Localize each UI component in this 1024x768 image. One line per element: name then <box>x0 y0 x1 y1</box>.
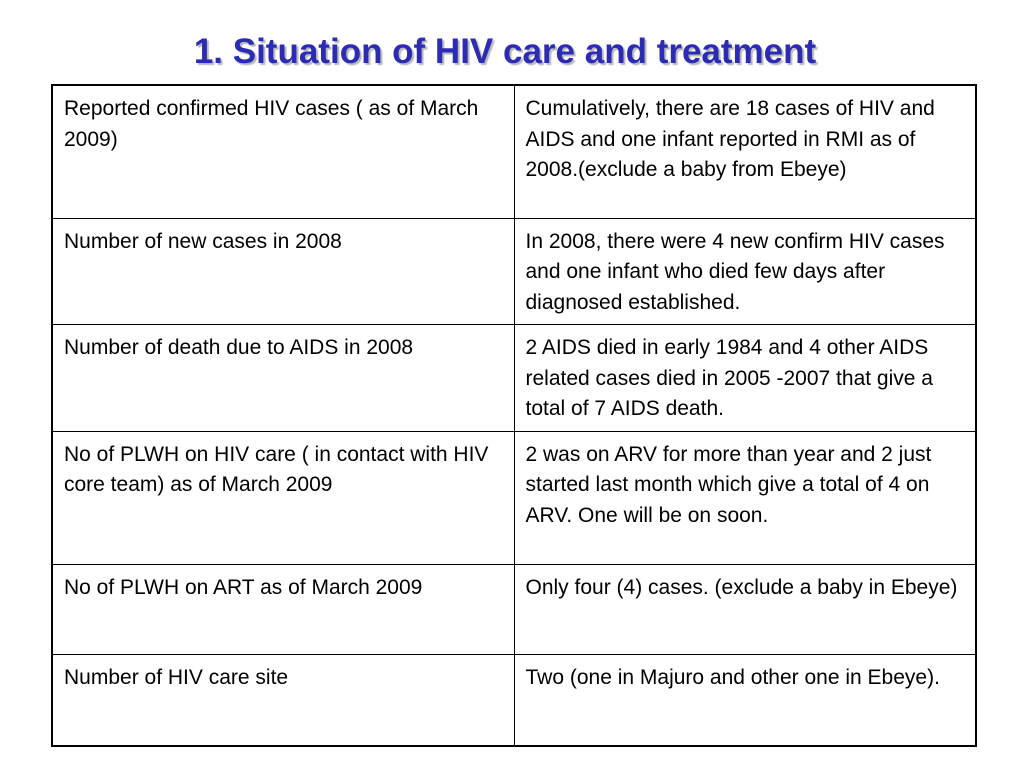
table-row <box>52 654 976 746</box>
row-value-cell: Cumulatively, there are 18 cases of HIV and AIDS and one infant reported in RMI as of 2008.(exclude a baby from Ebeye) <box>514 85 976 218</box>
row-label-cell: Number of death due to AIDS in 2008 <box>52 325 514 432</box>
row-label-cell: No of PLWH on HIV care ( in contact with HIV core team) as of March 2009 <box>52 431 514 564</box>
row-value-cell: In 2008, there were 4 new confirm HIV cases and one infant who died few days after diagnosed established. <box>514 218 976 325</box>
row-label-cell: Number of HIV care site <box>52 654 514 746</box>
table-row <box>52 325 976 432</box>
row-value-cell: 2 was on ARV for more than year and 2 just started last month which give a total of 4 on ARV. One will be on soon. <box>514 431 976 564</box>
table-row <box>52 85 976 218</box>
table-row <box>52 564 976 654</box>
row-label-cell: Reported confirmed HIV cases ( as of March 2009) <box>52 85 514 218</box>
slide-title: 1. Situation of HIV care and treatment <box>193 32 817 71</box>
hiv-situation-table <box>51 84 977 747</box>
row-value-cell: Two (one in Majuro and other one in Ebeye). <box>514 654 976 746</box>
table-row <box>52 431 976 564</box>
row-value-cell: Only four (4) cases. (exclude a baby in Ebeye) <box>514 564 976 654</box>
table-row <box>52 218 976 325</box>
row-value-cell: 2 AIDS died in early 1984 and 4 other AIDS related cases died in 2005 -2007 that give a total of 7 AIDS death. <box>514 325 976 432</box>
hiv-situation-table-container <box>51 84 975 737</box>
row-label-cell: No of PLWH on ART as of March 2009 <box>52 564 514 654</box>
row-label-cell: Number of new cases in 2008 <box>52 218 514 325</box>
